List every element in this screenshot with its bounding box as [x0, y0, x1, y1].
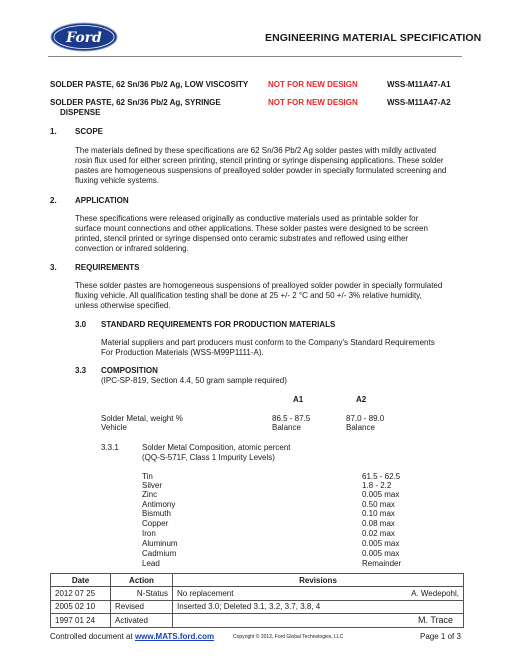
footer-page-number: Page 1 of 3 — [420, 632, 461, 641]
element-value: 61.5 - 62.5 — [362, 472, 401, 481]
element-name: Cadmium — [142, 549, 177, 558]
comp-row-a2: Balance — [346, 423, 375, 432]
logo-text: Ford — [66, 30, 102, 46]
section-3-3-title: COMPOSITION — [101, 366, 158, 375]
revisions-table — [50, 573, 464, 628]
element-name: Lead — [142, 559, 160, 568]
footer-controlled-text: Controlled document at — [50, 632, 133, 641]
element-value: 0.005 max — [362, 490, 400, 499]
footer-controlled — [50, 632, 214, 641]
element-name: Tin — [142, 472, 153, 481]
element-value: 0.005 max — [362, 539, 400, 548]
element-value: 0.50 max — [362, 500, 395, 509]
section-2-title: APPLICATION — [75, 196, 129, 205]
element-value: Remainder — [362, 559, 402, 568]
table-row — [51, 600, 464, 614]
comp-row-a1: Balance — [272, 423, 301, 432]
col-header-a1: A1 — [293, 395, 304, 404]
rev-header-date: Date — [51, 574, 111, 587]
rev-desc-cell — [173, 587, 464, 601]
table-row — [51, 587, 464, 601]
spec-a1-code: WSS-M11A47-A1 — [387, 80, 451, 89]
table-row — [51, 614, 464, 628]
page-title: ENGINEERING MATERIAL SPECIFICATION — [265, 32, 482, 44]
section-3-0-number: 3.0 — [75, 320, 87, 329]
element-value: 0.10 max — [362, 509, 395, 518]
spec-a2-status: NOT FOR NEW DESIGN — [268, 98, 358, 107]
rev-header-action: Action — [111, 574, 173, 587]
rev-desc: No replacement — [177, 588, 234, 598]
rev-desc-cell — [173, 600, 464, 614]
section-1-title: SCOPE — [75, 127, 104, 136]
comp-row-label: Vehicle — [101, 423, 127, 432]
section-1-number: 1. — [50, 127, 57, 136]
section-3-3-1-subtitle: (QQ-S-571F, Class 1 Impurity Levels) — [142, 453, 275, 462]
spec-a2-name-cont: DISPENSE — [60, 108, 101, 117]
rev-date: 2012 07 25 — [51, 587, 111, 601]
comp-row-a1: 86.5 - 87.5 — [272, 414, 311, 423]
element-value: 0.08 max — [362, 519, 395, 528]
spec-a2-code: WSS-M11A47-A2 — [387, 98, 451, 107]
spec-a2-name: SOLDER PASTE, 62 Sn/36 Pb/2 Ag, SYRINGE — [50, 98, 221, 107]
rev-desc-cell — [173, 614, 464, 628]
mats-link[interactable]: www.MATS.ford.com — [134, 632, 215, 641]
rev-desc: Inserted 3.0; Deleted 3.1, 3.2, 3.7, 3.8, 4 — [177, 602, 321, 612]
spec-a1-name: SOLDER PASTE, 62 Sn/36 Pb/2 Ag, LOW VISCOSITY — [50, 80, 249, 89]
rev-action: Activated — [111, 614, 173, 628]
rev-action: N-Status — [111, 587, 173, 601]
comp-row-a2: 87.0 - 89.0 — [346, 414, 385, 423]
element-name: Bismuth — [142, 509, 171, 518]
section-3-0-body: Material suppliers and part producers must conform to the Company's Standard Requirements For Production Materials (WSS-M99P1111-A). — [101, 338, 435, 357]
section-2-number: 2. — [50, 196, 57, 205]
element-name: Silver — [142, 481, 163, 490]
element-value: 1.8 - 2.2 — [362, 481, 392, 490]
rev-action: Revised — [111, 600, 173, 614]
section-3-3-subtitle: (IPC-SP-819, Section 4.4, 50 gram sample required) — [101, 376, 287, 385]
rev-by: A. Wedepohl, — [411, 588, 459, 598]
section-3-3-number: 3.3 — [75, 366, 87, 375]
element-name: Zinc — [142, 490, 158, 499]
spec-a1-status: NOT FOR NEW DESIGN — [268, 80, 358, 89]
comp-row-label: Solder Metal, weight % — [101, 414, 183, 423]
element-name: Aluminum — [142, 539, 178, 548]
footer-copyright: Copyright © 2012, Ford Global Technologies, LLC — [233, 634, 344, 640]
element-value: 0.005 max — [362, 549, 400, 558]
element-name: Iron — [142, 529, 156, 538]
element-value: 0.02 max — [362, 529, 395, 538]
rev-by: M. Trace — [417, 615, 453, 626]
section-3-title: REQUIREMENTS — [75, 263, 140, 272]
section-2-body: These specifications were released originally as conductive materials used as printable solder for surface mount connections and other applications. These solder pastes were designed to be screen printed, stencil printed or syringe dispensed onto ceramic substrates and reflowed using either convection or infrared soldering. — [75, 214, 428, 253]
col-header-a2: A2 — [356, 395, 367, 404]
rev-date: 1997 01 24 — [51, 614, 111, 628]
section-1-body: The materials defined by these specifications are 62 Sn/36 Pb/2 Ag solder pastes with mildly activated rosin flux used for either screen printing, stencil printing or syringe dispensing applications. These solder pastes are homogeneous suspensions of prealloyed solder powder in specially formulated screening and fluxing vehicle systems. — [75, 146, 447, 185]
element-name: Copper — [142, 519, 169, 528]
section-3-3-1-number: 3.3.1 — [101, 443, 119, 452]
section-3-number: 3. — [50, 263, 57, 272]
section-3-3-1-title: Solder Metal Composition, atomic percent — [142, 443, 291, 452]
section-3-body: These solder pastes are homogeneous suspensions of prealloyed solder powder in specially formulated fluxing vehicle. All qualification testing shall be done at 25 +/- 2 °C and 50 +/- 3% relative humidity, unless otherwise specified. — [75, 281, 443, 310]
ford-logo — [50, 22, 118, 52]
rev-date: 2005 02 10 — [51, 600, 111, 614]
header-rule — [48, 56, 462, 57]
element-name: Antimony — [142, 500, 176, 509]
section-3-0-title: STANDARD REQUIREMENTS FOR PRODUCTION MATERIALS — [101, 320, 336, 329]
rev-header-revisions: Revisions — [173, 574, 464, 587]
